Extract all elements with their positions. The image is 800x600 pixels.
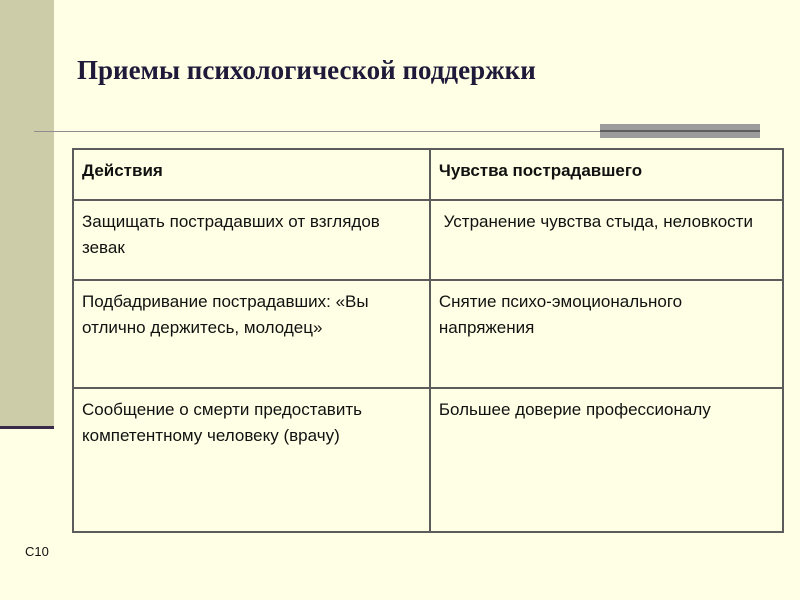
header-actions: Действия [73, 149, 430, 200]
feeling-cell: Снятие психо-эмоционального напряжения [430, 280, 783, 388]
header-feelings: Чувства пострадавшего [430, 149, 783, 200]
table-row [73, 200, 783, 280]
slide-number: С10 [25, 544, 49, 559]
action-cell: Подбадривание пострадавших: «Вы отлично держитесь, молодец» [73, 280, 430, 388]
action-cell: Защищать пострадавших от взглядов зевак [73, 200, 430, 280]
table-row [73, 388, 783, 532]
feeling-cell: Устранение чувства стыда, неловкости [430, 200, 783, 280]
slide-title: Приемы психологической поддержки [77, 55, 536, 85]
side-decor-line [0, 426, 54, 429]
feeling-cell: Большее доверие профессионалу [430, 388, 783, 532]
accent-block [600, 124, 760, 138]
action-cell: Сообщение о смерти предоставить компетентному человеку (врачу) [73, 388, 430, 532]
support-table [72, 148, 784, 533]
table-header-row [73, 149, 783, 200]
table-row [73, 280, 783, 388]
side-decor-bar [0, 0, 54, 426]
